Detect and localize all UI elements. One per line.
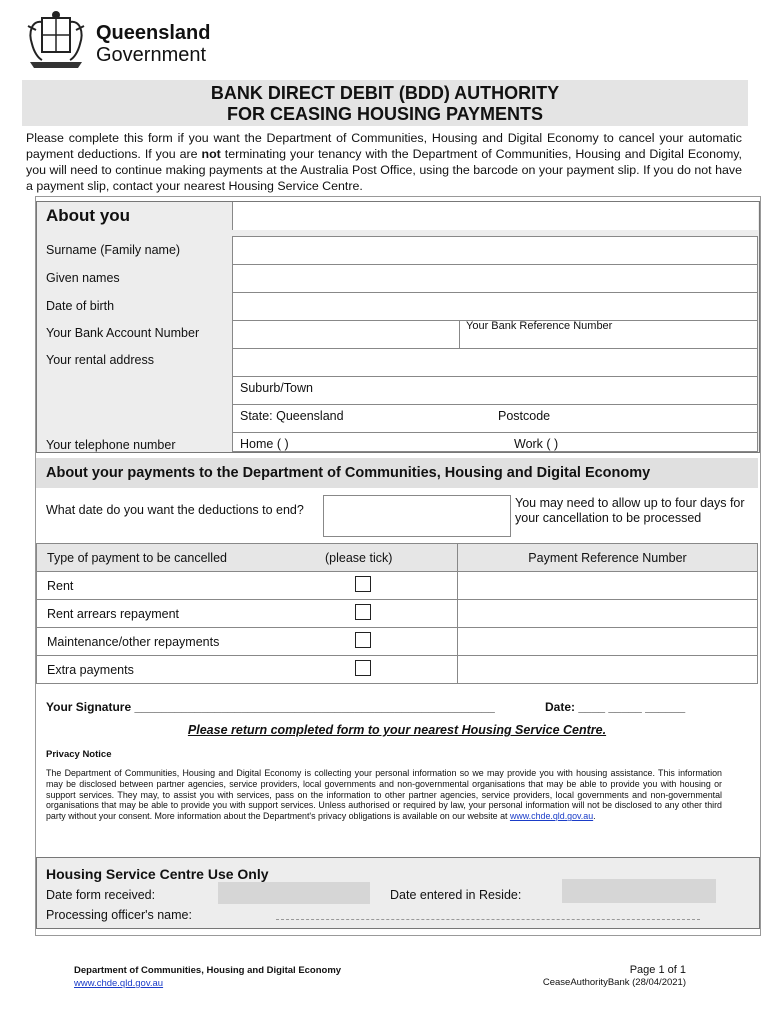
end-date-field[interactable] [323,495,511,537]
maintenance-checkbox[interactable] [355,632,371,648]
signature-date-line[interactable]: Date: ____ _____ ______ [545,700,686,714]
arrears-reference-field[interactable] [458,600,758,628]
office-use-heading: Housing Service Centre Use Only [46,866,269,882]
about-heading-blank [232,202,758,230]
rent-checkbox[interactable] [355,576,371,592]
signature-line[interactable]: Your Signature ______________________________________________________ [46,700,495,714]
surname-field[interactable] [232,236,758,265]
date-entered-label: Date entered in Reside: [390,888,522,902]
about-you-heading: About you [46,206,131,225]
table-row [37,628,758,656]
extra-reference-field[interactable] [458,656,758,684]
col-tick-header: (please tick) [307,544,458,572]
telephone-label: Your telephone number [46,438,176,452]
logo-subtitle: Government [96,44,207,66]
col-type-header: Type of payment to be cancelled [37,544,308,572]
end-date-note: You may need to allow up to four days for your cancellation to be processed [515,496,745,525]
rental-address-field[interactable] [232,348,758,377]
given-names-field[interactable] [232,264,758,293]
rent-reference-field[interactable] [458,572,758,600]
row-label: Extra payments [37,656,308,684]
bank-account-label: Your Bank Account Number [46,326,200,340]
row-label: Rent [37,572,308,600]
payments-heading: About your payments to the Department of Communities, Housing and Digital Economy [46,465,651,481]
payment-types-table [36,543,758,684]
footer-url[interactable]: www.chde.qld.gov.au [74,978,164,989]
intro-text-1: Please complete this form if you want the Department of Communities, Housing and Digital Economy to cancel your automatic payment deductions. If you are [26,131,742,161]
date-received-label: Date form received: [46,888,156,902]
date-entered-field[interactable] [562,879,716,903]
extra-checkbox[interactable] [355,660,371,676]
table-row [37,572,758,600]
bank-account-field[interactable] [232,320,460,349]
table-row [37,600,758,628]
return-instruction: Please return completed form to your nearest Housing Service Centre. [187,723,607,737]
privacy-link[interactable]: www.chde.qld.gov.au [509,811,594,822]
date-received-field[interactable] [218,882,370,904]
surname-label: Surname (Family name) [46,243,181,257]
privacy-text [46,768,722,822]
officer-name-field[interactable] [276,919,700,920]
privacy-heading: Privacy Notice [46,749,112,760]
postcode-label: Postcode [498,409,551,423]
page-number: Page 1 of 1 [629,964,686,976]
telephone-field[interactable] [232,432,758,452]
row-label: Rent arrears repayment [37,600,308,628]
intro-paragraph [26,130,742,194]
table-header-row [37,544,758,572]
rental-address-label: Your rental address [46,353,154,367]
form-code: CeaseAuthorityBank (28/04/2021) [542,977,686,988]
bank-reference-label: Your Bank Reference Number [466,320,613,332]
queensland-crest-logo [24,10,88,72]
end-date-question: What date do you want the deductions to end? [46,503,304,517]
intro-bold: not [201,147,221,161]
logo-name: Queensland [96,22,211,44]
arrears-checkbox[interactable] [355,604,371,620]
privacy-end: . [593,811,596,822]
officer-name-label: Processing officer's name: [46,908,192,922]
dob-field[interactable] [232,292,758,321]
table-row [37,656,758,684]
given-names-label: Given names [46,271,120,285]
privacy-body: The Department of Communities, Housing and Digital Economy is collecting your personal information so we may provide you with housing assistance. This information may be disclosed between partner agencies, service providers, local governments and non-governmental organisations that may be able to provide you with housing or support services. They may, to assist you with services, pass on the information to other partner agencies, service providers, local governments and non-governmental organisations that may be able to provide you with support services. Unless authorised or required by law, your personal information will not be disclosed to any other third party without your consent. More information about the Department's privacy obligations is available on our website at [46,768,722,822]
work-phone-label: Work ( ) [514,437,559,451]
state-label: State: Queensland [240,409,344,423]
home-phone-label: Home ( ) [240,437,289,451]
form-title-line1: BANK DIRECT DEBIT (BDD) AUTHORITY [210,83,560,103]
col-reference-header: Payment Reference Number [458,544,758,572]
dob-label: Date of birth [46,299,115,313]
suburb-label: Suburb/Town [240,381,313,395]
maintenance-reference-field[interactable] [458,628,758,656]
footer-department: Department of Communities, Housing and Digital Economy [74,965,342,976]
form-title-line2: FOR CEASING HOUSING PAYMENTS [226,104,544,124]
row-label: Maintenance/other repayments [37,628,308,656]
intro-text-2: terminating your tenancy with the Department of Communities, Housing and Digital Economy, you will need to continue making payments at the Australia Post Office, using the barcode on your payment slip. If you do not have a payment slip, contact your nearest Housing Service Centre. [26,147,742,193]
